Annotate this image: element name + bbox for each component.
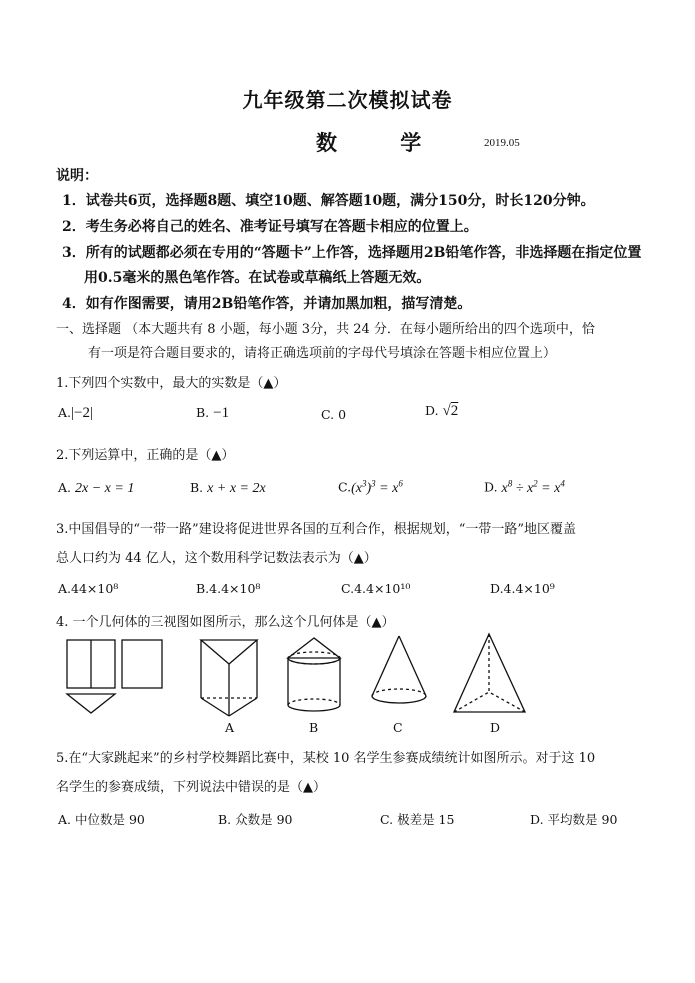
question-1-option-c: C. 0 xyxy=(321,407,347,422)
note-item-4: 4．如有作图需要，请用2B铅笔作答，并请加黑加粗，描写清楚。 xyxy=(62,296,472,312)
question-1-option-a: A.|−2| xyxy=(58,405,93,421)
exam-title: 九年级第二次模拟试卷 xyxy=(242,88,453,112)
question-5-option-a: A. 中位数是 90 xyxy=(58,812,145,827)
question-3-stem: 3.中国倡导的“一带一路”建设将促进世界各国的互利合作，根据规划，“一带一路”地区覆盖 xyxy=(56,522,576,537)
section-1-heading: 一、选择题 （本大题共有 8 小题，每小题 3分，共 24 分．在每小题所给出的四个选项中，恰 xyxy=(56,322,595,337)
exam-date: 2019.05 xyxy=(484,137,520,149)
question-5-option-c: C. 极差是 15 xyxy=(380,812,455,827)
option-a-prism xyxy=(201,640,257,716)
question-5-stem: 5.在“大家跳起来”的乡村学校舞蹈比赛中，某校 10 名学生参赛成绩统计如图所示。对于这 10 xyxy=(56,751,596,766)
figure-label-d: D xyxy=(490,720,501,735)
question-4-stem: 4. 一个几何体的三视图如图所示，那么这个几何体是（▲） xyxy=(56,615,395,630)
figure-label-a: A xyxy=(225,720,235,735)
three-views-figure xyxy=(67,640,162,713)
figure-label-b: B xyxy=(309,720,319,735)
option-b-cone-cylinder xyxy=(288,638,340,711)
option-d-tetrahedron xyxy=(454,634,525,712)
question-5-option-d: D. 平均数是 90 xyxy=(530,812,618,827)
question-1-option-d: D. √2 xyxy=(425,403,459,419)
question-3-option-a: A.44×10⁸ xyxy=(58,581,119,596)
question-3-option-b: B.4.4×10⁸ xyxy=(196,581,261,596)
question-3-option-d: D.4.4×10⁹ xyxy=(490,581,555,596)
question-4-figures xyxy=(0,620,695,730)
note-item-3-cont: 用0.5毫米的黑色笔作答。在试卷或草稿纸上答题无效。 xyxy=(84,270,431,286)
note-item-1: 1．试卷共6页，选择题8题、填空10题、解答题10题，满分150分，时长120分钟。 xyxy=(62,193,595,209)
option-c-cone xyxy=(372,636,426,703)
section-1-heading-cont: 有一项是符合题目要求的，请将正确选项前的字母代号填涂在答题卡相应位置上） xyxy=(88,346,557,361)
question-3-option-c: C.4.4×10¹⁰ xyxy=(341,581,411,596)
subject-title: 数 学 xyxy=(316,130,450,155)
note-item-3: 3．所有的试题都必须在专用的“答题卡”上作答，选择题用2B铅笔作答，非选择题在指定位置 xyxy=(62,245,642,261)
question-2-option-b: B. x + x = 2x xyxy=(190,480,266,496)
question-2-option-c: $C.(x^3)^3 = x^6$ xyxy=(338,478,403,496)
question-1-stem: 1.下列四个实数中，最大的实数是（▲） xyxy=(56,376,287,391)
notes-heading: 说明： xyxy=(56,168,98,184)
note-item-2: 2．考生务必将自己的姓名、准考证号填写在答题卡相应的位置上。 xyxy=(62,219,478,235)
question-1-option-b: B. −1 xyxy=(196,405,230,421)
question-2-stem: 2.下列运算中，正确的是（▲） xyxy=(56,448,235,463)
question-2-option-d: D. $x^8 \div x^2 = x^4$ xyxy=(484,478,565,496)
question-5-option-b: B. 众数是 90 xyxy=(218,812,293,827)
question-3-stem-cont: 总人口约为 44 亿人，这个数用科学记数法表示为（▲） xyxy=(56,551,377,566)
figure-label-c: C xyxy=(393,720,403,735)
question-5-stem-cont: 名学生的参赛成绩，下列说法中错误的是（▲） xyxy=(56,780,326,795)
question-2-option-a: A. 2x − x = 1 xyxy=(58,480,135,496)
